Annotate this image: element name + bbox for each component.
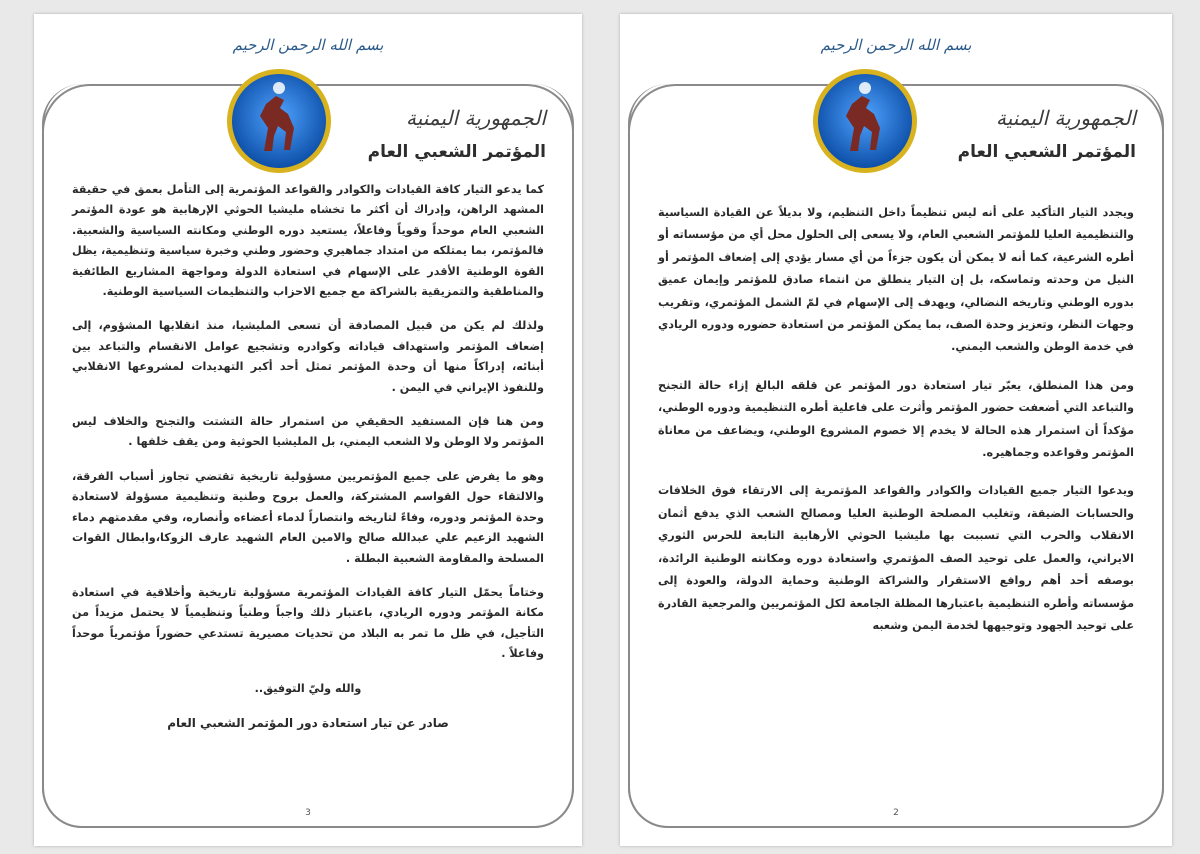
signature: صادر عن تيار استعادة دور المؤتمر الشعبي العام: [167, 715, 449, 730]
header-party-name: المؤتمر الشعبي العام: [957, 142, 1136, 162]
paragraph: ولذلك لم يكن من قبيل المصادفة أن تسعى المليشيا، منذ انقلابها المشؤوم، إلى إضعاف المؤتمر واستهداف قياداته وكوادره وتشجيع عوامل الانقسام والتباعد بين أبنائه، إدراكاً منها أن وحدة المؤتمر تمثل أحد أكبر التهديدات لمشروعها الانقلابي وللنفوذ الإيراني في اليمن .: [72, 319, 544, 394]
paragraph: ومن هذا المنطلق، يعبّر تيار استعادة دور المؤتمر عن قلقه البالغ إزاء حالة التجنح والتباعد التي أضعفت حضور المؤتمر وأثرت على فاعلية أطره التنظيمية ودوره الوطني، مؤكداً أن استمرار هذه الحالة لا يخدم إلا خصوم المشروع الوطني، ويضاعف من معاناة المؤتمر وقواعده وجماهيره.: [658, 378, 1134, 460]
document-page-2: [620, 14, 1172, 846]
paragraph: ويدعوا التيار جميع القيادات والكوادر والقواعد المؤتمرية إلى الارتقاء فوق الخلافات والحسابات الضيقة، وتغليب المصلحة الوطنية العليا ومصالح الشعب الذي يدفع أثمان الانقلاب والحرب التي تسببت بها مليشيا الحوثي الأرهابية التابعة للحرس الثوري الايراني، والعمل على توحيد الصف المؤتمري واستعادة دوره ومكانته الوطنية الرائدة، بوصفه أحد أهم روافع الاستقرار والشراكة الوطنية وحماية الدولة، والعودة إلى مؤسساته وأطره التنظيمية باعتبارها المظلة الجامعة لكل المؤتمريين والمرجعية القادرة على توحيد الجهود وتوجيهها لخدمة اليمن وشعبه: [658, 484, 1134, 632]
basmala: بسم الله الرحمن الرحيم: [820, 36, 972, 54]
page-border-bottom: [42, 784, 574, 828]
header-republic: الجمهورية اليمنية: [405, 106, 546, 130]
paragraph: وهو ما يفرض على جميع المؤتمريين مسؤولية تاريخية تقتضي تجاوز أسباب الفرقة، والالتقاء حول القواسم المشتركة، والعمل بروح وطنية وتنظيمية مسؤولة لاستعادة وحدة المؤتمر ودوره، وفاءً لتاريخه وانتصاراً لدماء أعضاءه وأنصاره، وفي مقدمتهم دماء الشهيد الزعيم علي عبدالله صالح والامين العام الشهيد عارف الزوكا،وابطال القوات المسلحة والمقاومة الشعبية البطلة .: [72, 469, 544, 565]
header-party-name: المؤتمر الشعبي العام: [367, 142, 546, 162]
document-page-3: [34, 14, 582, 846]
page-number: 2: [893, 808, 899, 818]
party-logo-icon: [810, 66, 920, 176]
party-logo-icon: [224, 66, 334, 176]
paragraph: ويجدد التيار التأكيد على أنه ليس تنظيماً داخل التنظيم، ولا بديلاً عن القيادة السياسية والتنظيمية العليا للمؤتمر الشعبي العام، ولا يسعى إلى الحلول محل أي من مؤسساته أو أطره الشرعية، كما أنه لا يمكن أن يكون جزءاً من أي مسار يؤدي إلى إضعاف المؤتمر أو النيل من وحدته وتماسكه، بل إن التيار ينطلق من انتماء صادق للمؤتمر وإيمان عميق بدوره الوطني وتاريخه النضالي، ويهدف إلى الإسهام في لمّ الشمل المؤتمري، وتقريب وجهات النظر، وتعزيز وحدة الصف، بما يمكن المؤتمر من استعادة حضوره ودوره الريادي في خدمة الوطن والشعب اليمني.: [658, 206, 1134, 354]
body-text: [72, 180, 544, 747]
paragraph: وختاماً يحمّل التيار كافة القيادات المؤتمرية مسؤولية تاريخية وأخلاقية في استعادة مكانة المؤتمر ودوره الريادي، باعتبار ذلك واجباً وطنياً وتنظيمياً لا يحتمل مزيداً من التأجيل، في ظل ما تمر به البلاد من تحديات مصيرية تستدعي حضوراً مؤتمرياً موحداً وفاعلاً .: [72, 585, 544, 661]
basmala: بسم الله الرحمن الرحيم: [232, 36, 384, 54]
paragraph: كما يدعو التيار كافة القيادات والكوادر والقواعد المؤتمرية إلى التأمل بعمق في حقيقة المشهد الراهن، وإدراك أن أكثر ما تخشاه مليشيا الحوثي الإرهابية هو عودة المؤتمر الشعبي العام موحداً وقوياً وفاعلاً، يستعيد دوره الوطني ومكانته السياسية والشعبية. فالمؤتمر، بما يمتلكه من امتداد جماهيري وحضور وطني وخبرة سياسية وتنظيمية، يظل القوة الوطنية الأقدر على الإسهام في استعادة الدولة ومواجهة المشاريع الطائفية والمناطقية والتمزيقية بالشراكة مع جميع الاحزاب والتنظيمات السياسية الوطنية.: [72, 183, 544, 299]
page-number: 3: [305, 808, 311, 818]
closing-line: والله وليّ التوفيق..: [254, 681, 362, 695]
paragraph: ومن هنا فإن المستفيد الحقيقي من استمرار حالة التشتت والتجنح والخلاف ليس المؤتمر ولا الوطن ولا الشعب اليمني، بل المليشيا الحوثية ومن يقف خلفها .: [72, 415, 544, 449]
body-text: [658, 202, 1134, 653]
page-border-bottom: [628, 784, 1164, 828]
header-republic: الجمهورية اليمنية: [995, 106, 1136, 130]
